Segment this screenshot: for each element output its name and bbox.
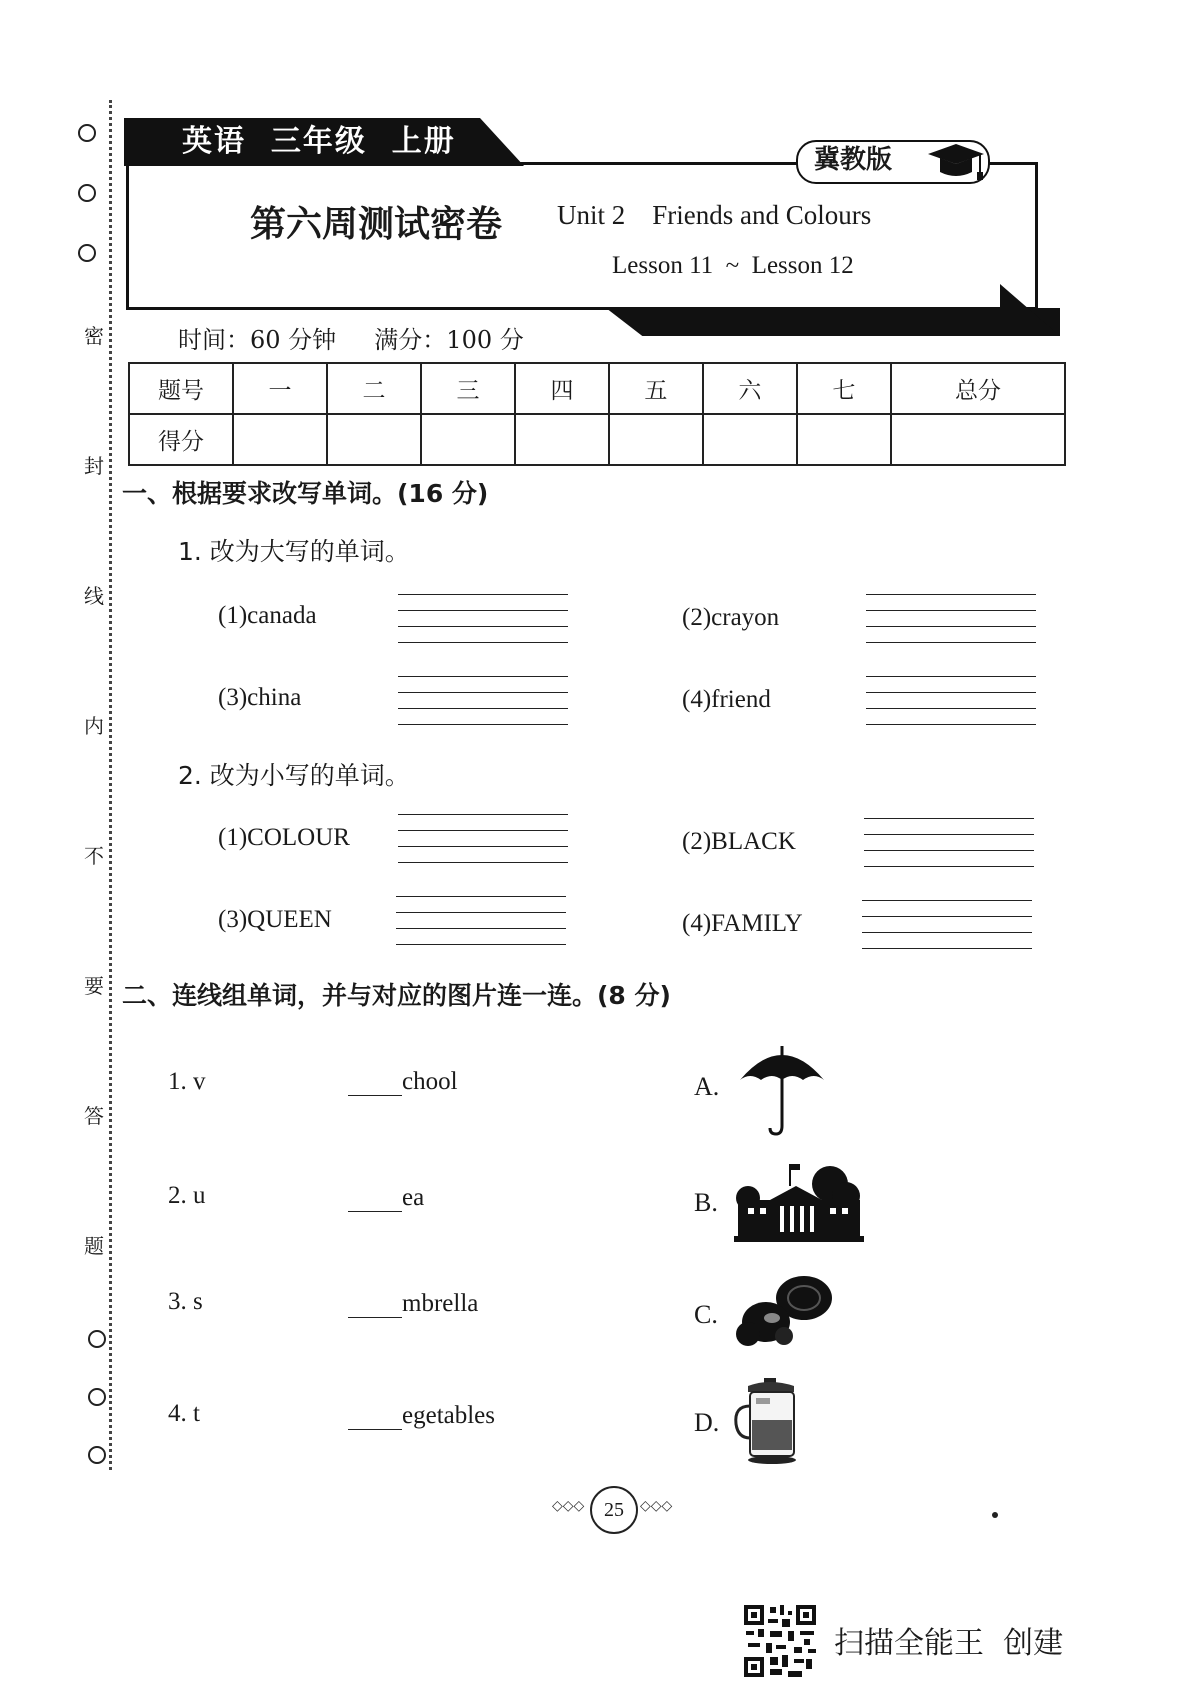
edition-label: 冀教版 bbox=[814, 145, 893, 175]
frame-shadow bbox=[606, 308, 1060, 336]
word-item: (3)china bbox=[218, 684, 302, 711]
binding-hole bbox=[88, 1388, 106, 1406]
margin-char: 线 bbox=[84, 578, 104, 611]
writing-lines[interactable] bbox=[864, 818, 1034, 868]
scanner-watermark: 扫描全能王 创建 bbox=[834, 1626, 1064, 1661]
school-building-icon[interactable] bbox=[734, 1160, 864, 1242]
unit-title: Unit 2 Friends and Colours bbox=[557, 200, 872, 230]
part-2-instruction: 2. 改为小写的单词。 bbox=[178, 761, 410, 790]
letter-item: 3. s bbox=[168, 1288, 203, 1315]
table-cell: 总分 bbox=[891, 363, 1065, 414]
table-cell: 题号 bbox=[129, 363, 233, 414]
margin-char: 内 bbox=[84, 708, 104, 741]
letter-item: 1. v bbox=[168, 1068, 206, 1095]
table-cell: 得分 bbox=[129, 414, 233, 465]
score-table bbox=[128, 362, 1066, 466]
letter-item: 4. t bbox=[168, 1400, 200, 1427]
word-fragment[interactable] bbox=[348, 1184, 424, 1212]
page-number: 25 bbox=[590, 1486, 638, 1534]
umbrella-icon[interactable] bbox=[736, 1040, 828, 1136]
ink-dot bbox=[992, 1512, 998, 1518]
binding-hole bbox=[78, 124, 96, 142]
lesson-range: Lesson 11 ~ Lesson 12 bbox=[612, 252, 854, 279]
margin-char: 题 bbox=[84, 1228, 104, 1261]
binding-hole bbox=[78, 244, 96, 262]
margin-char: 要 bbox=[84, 968, 104, 1001]
word-fragment[interactable] bbox=[348, 1402, 495, 1430]
margin-char: 密 bbox=[84, 318, 104, 351]
table-cell: 三 bbox=[421, 363, 515, 414]
writing-lines[interactable] bbox=[866, 594, 1036, 644]
word-item: (2)BLACK bbox=[682, 828, 796, 855]
score-cell[interactable] bbox=[421, 414, 515, 465]
fragment-text: chool bbox=[402, 1068, 458, 1095]
word-fragment[interactable] bbox=[348, 1290, 478, 1318]
writing-lines[interactable] bbox=[396, 896, 566, 946]
time-score-info: 时间：60 分钟 满分：100 分 bbox=[178, 326, 524, 354]
binding-dotted-line bbox=[109, 100, 112, 1470]
table-cell: 五 bbox=[609, 363, 703, 414]
word-item: (3)QUEEN bbox=[218, 906, 332, 933]
page-number-deco-left: ◇◇◇ bbox=[552, 1498, 585, 1514]
letter-item: 2. u bbox=[168, 1182, 206, 1209]
score-cell[interactable] bbox=[327, 414, 421, 465]
table-cell: 六 bbox=[703, 363, 797, 414]
table-row bbox=[129, 363, 1065, 414]
table-row bbox=[129, 414, 1065, 465]
word-item: (1)canada bbox=[218, 602, 317, 629]
writing-lines[interactable] bbox=[398, 676, 568, 726]
section-2-title: 二、连线组单词，并与对应的图片连一连。(8 分) bbox=[122, 981, 671, 1010]
score-cell[interactable] bbox=[703, 414, 797, 465]
word-item: (2)crayon bbox=[682, 604, 780, 631]
score-cell[interactable] bbox=[515, 414, 609, 465]
writing-lines[interactable] bbox=[866, 676, 1036, 726]
part-1-instruction: 1. 改为大写的单词。 bbox=[178, 537, 410, 566]
option-label: B. bbox=[694, 1188, 718, 1217]
score-cell[interactable] bbox=[233, 414, 327, 465]
margin-char: 答 bbox=[84, 1098, 104, 1131]
option-label: A. bbox=[694, 1072, 720, 1101]
margin-char: 不 bbox=[84, 838, 104, 871]
table-cell: 七 bbox=[797, 363, 891, 414]
graduation-cap-icon bbox=[926, 140, 986, 186]
section-1-title: 一、根据要求改写单词。(16 分) bbox=[122, 479, 489, 508]
word-item: (1)COLOUR bbox=[218, 824, 350, 851]
writing-lines[interactable] bbox=[398, 814, 568, 864]
fragment-text: egetables bbox=[402, 1402, 496, 1429]
fragment-text: ea bbox=[402, 1184, 425, 1211]
writing-lines[interactable] bbox=[862, 900, 1032, 950]
table-cell: 四 bbox=[515, 363, 609, 414]
option-label: C. bbox=[694, 1300, 718, 1329]
writing-lines[interactable] bbox=[398, 594, 568, 644]
binding-hole bbox=[88, 1446, 106, 1464]
subject-grade-label: 英语 三年级 上册 bbox=[182, 124, 456, 159]
word-fragment[interactable] bbox=[348, 1068, 458, 1096]
margin-char: 封 bbox=[84, 448, 104, 481]
word-item: (4)friend bbox=[682, 686, 771, 713]
qr-code-icon bbox=[742, 1603, 818, 1679]
score-cell[interactable] bbox=[609, 414, 703, 465]
word-item: (4)FAMILY bbox=[682, 910, 803, 937]
score-cell[interactable] bbox=[797, 414, 891, 465]
binding-hole bbox=[88, 1330, 106, 1348]
tea-cup-icon[interactable] bbox=[732, 1376, 816, 1466]
score-cell[interactable] bbox=[891, 414, 1065, 465]
option-label: D. bbox=[694, 1408, 720, 1437]
vegetables-icon[interactable] bbox=[732, 1268, 836, 1352]
fragment-text: mbrella bbox=[402, 1290, 479, 1317]
binding-hole bbox=[78, 184, 96, 202]
table-cell: 二 bbox=[327, 363, 421, 414]
page-title: 第六周测试密卷 bbox=[250, 204, 503, 245]
table-cell: 一 bbox=[233, 363, 327, 414]
page-number-deco-right: ◇◇◇ bbox=[640, 1498, 673, 1514]
